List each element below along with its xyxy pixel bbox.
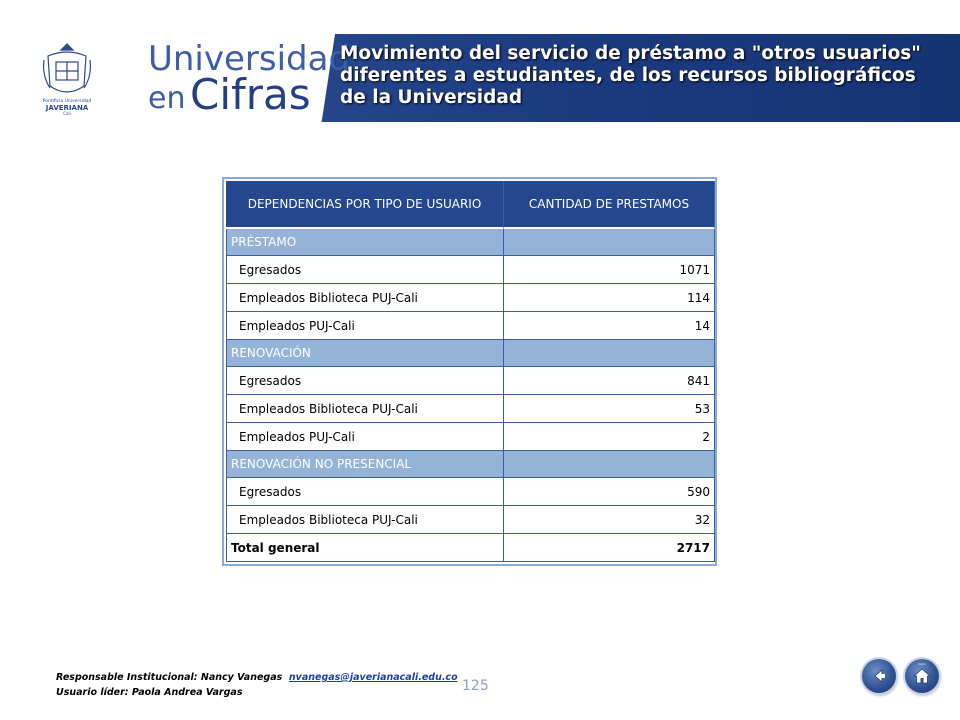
row-label: Empleados Biblioteca PUJ-Cali (226, 395, 504, 423)
page-number: 125 (462, 678, 489, 694)
row-value: 32 (504, 506, 715, 534)
section-row (226, 340, 715, 367)
section-label: PRÉSTAMO (226, 229, 504, 256)
row-label: Empleados PUJ-Cali (226, 312, 504, 340)
table-row (226, 395, 715, 423)
table-row (226, 478, 715, 506)
row-value: 2 (504, 423, 715, 451)
home-button[interactable] (905, 659, 939, 693)
university-crest-icon (38, 40, 96, 116)
row-label: Egresados (226, 367, 504, 395)
responsable-label: Responsable Institucional: Nancy Vanegas (56, 672, 283, 683)
section-empty-cell (504, 340, 715, 367)
total-value: 2717 (504, 534, 715, 562)
column-header-dependencias: DEPENDENCIAS POR TIPO DE USUARIO (226, 181, 504, 229)
loan-table-frame (222, 177, 717, 566)
row-label: Empleados Biblioteca PUJ-Cali (226, 284, 504, 312)
row-label: Egresados (226, 478, 504, 506)
table-row (226, 256, 715, 284)
total-row (226, 534, 715, 562)
table-row (226, 506, 715, 534)
email-link[interactable]: nvanegas@javerianacali.edu.co (288, 672, 458, 683)
row-value: 590 (504, 478, 715, 506)
row-label: Egresados (226, 256, 504, 284)
table-row (226, 367, 715, 395)
back-button[interactable] (862, 659, 896, 693)
logo-en-text: en (148, 81, 186, 116)
section-row (226, 229, 715, 256)
section-label: RENOVACIÓN (226, 340, 504, 367)
row-value: 114 (504, 284, 715, 312)
home-caption: Inicio (918, 662, 926, 666)
section-row (226, 451, 715, 478)
table-row (226, 423, 715, 451)
crest-caption-line3: Cali (63, 111, 71, 116)
crest-caption-line1: Pontificia Universidad (42, 99, 92, 104)
column-header-cantidad: CANTIDAD DE PRESTAMOS (504, 181, 715, 229)
table-row (226, 284, 715, 312)
row-label: Empleados PUJ-Cali (226, 423, 504, 451)
row-value: 53 (504, 395, 715, 423)
row-value: 1071 (504, 256, 715, 284)
usuario-lider-line: Usuario líder: Paola Andrea Vargas (56, 687, 243, 698)
total-label: Total general (226, 534, 504, 562)
row-value: 14 (504, 312, 715, 340)
crest-caption-line2: JAVERIANA (45, 104, 89, 112)
page-title: Movimiento del servicio de préstamo a "otros usuarios" diferentes a estudiantes, de los recursos bibliográficos de la Universidad (340, 43, 921, 108)
section-empty-cell (504, 229, 715, 256)
home-icon (912, 662, 932, 686)
row-label: Empleados Biblioteca PUJ-Cali (226, 506, 504, 534)
logo-universidad-text: Universidad (148, 39, 351, 79)
section-label: RENOVACIÓN NO PRESENCIAL (226, 451, 504, 478)
row-value: 841 (504, 367, 715, 395)
table-header-row (226, 181, 715, 229)
footer-credits (56, 670, 458, 700)
back-arrow-icon (869, 666, 889, 686)
section-empty-cell (504, 451, 715, 478)
table-row (226, 312, 715, 340)
loan-table (226, 181, 715, 562)
logo-cifras-text: Cifras (190, 70, 311, 119)
responsable-line (56, 670, 458, 685)
